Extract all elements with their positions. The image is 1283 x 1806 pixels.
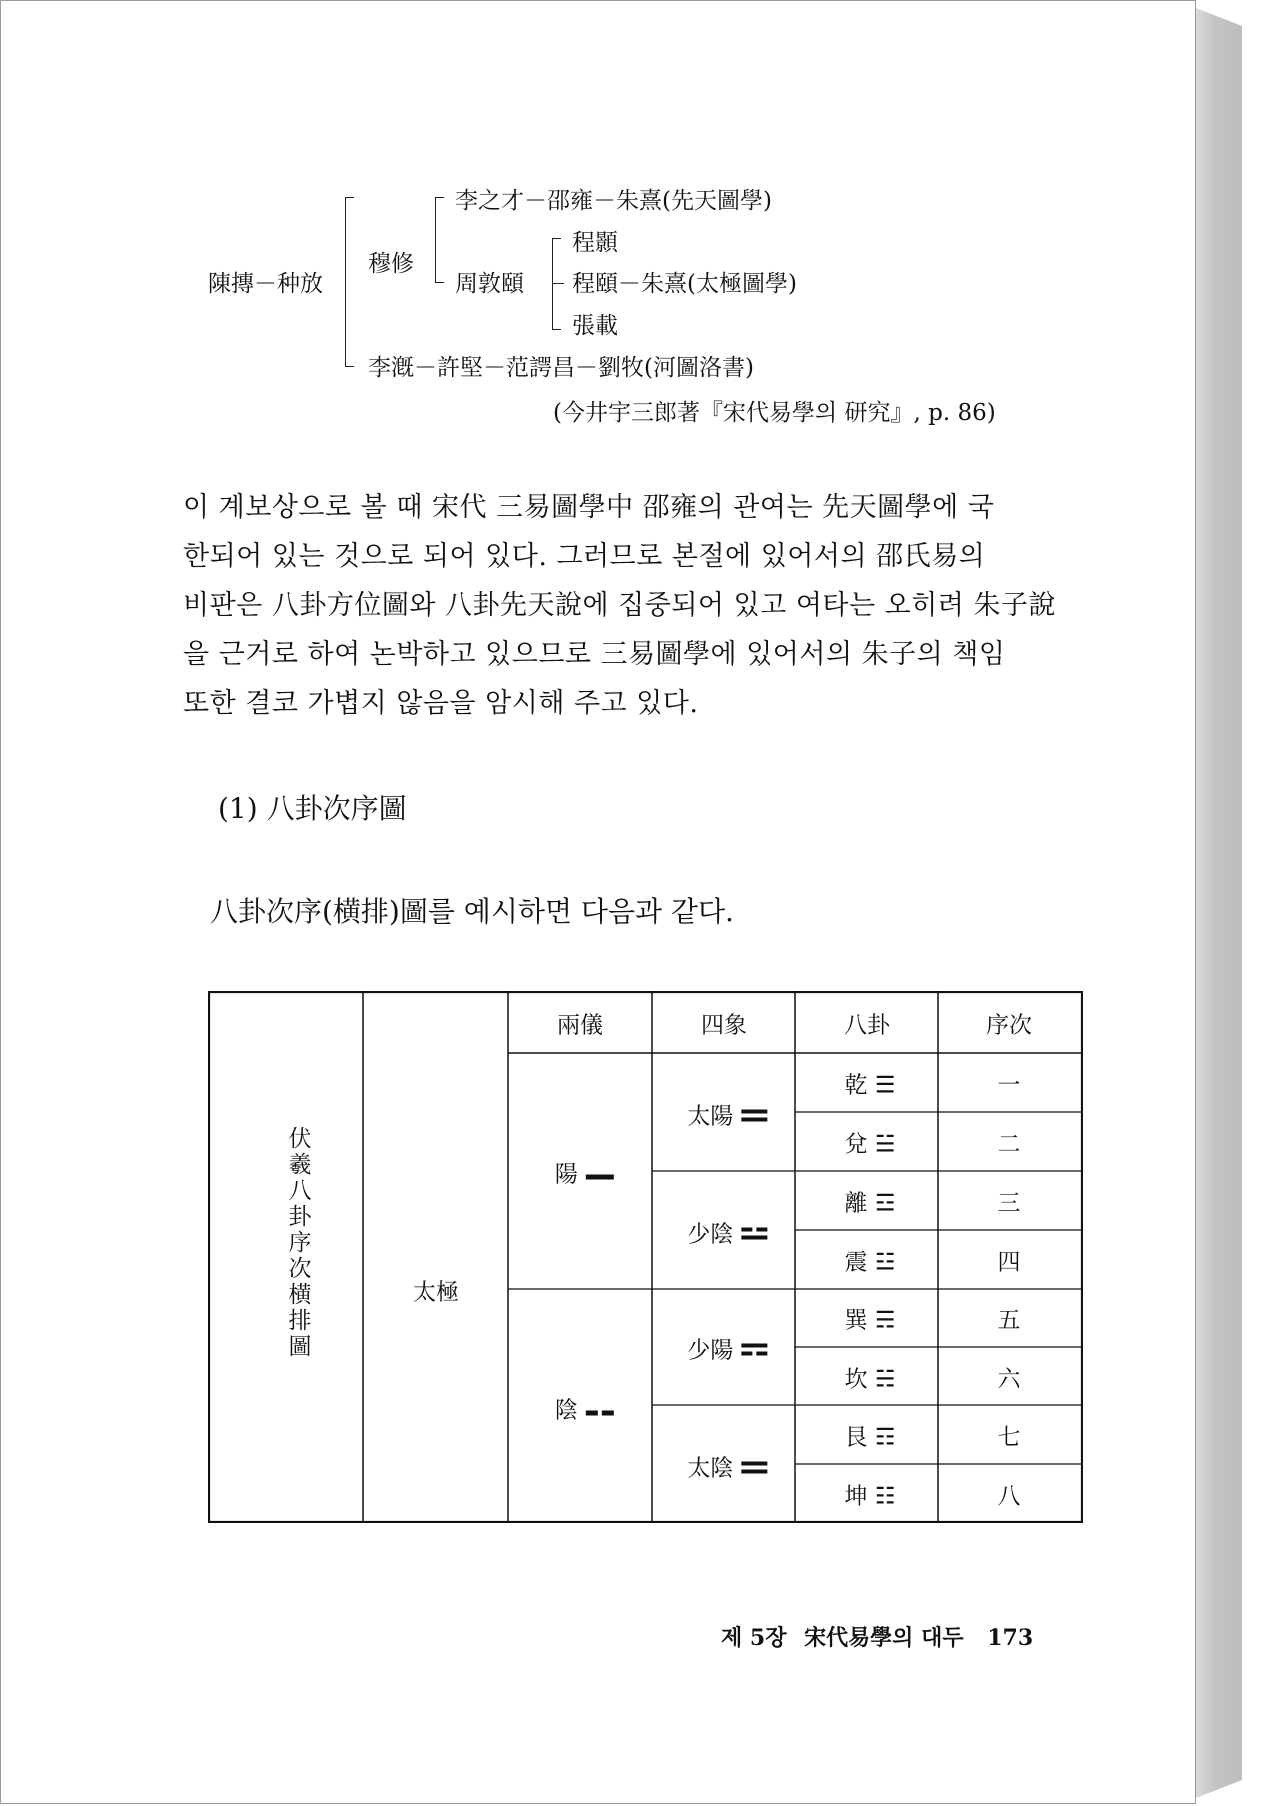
liangyi-yin-label: 陰 <box>554 1397 578 1424</box>
liangyi-yin <box>555 1392 615 1425</box>
title-char: 序 <box>288 1230 312 1256</box>
section-heading: (1) 八卦次序圖 <box>218 792 407 825</box>
bagua-li-label: 離 <box>844 1190 868 1217</box>
paragraph-line-4: 을 근거로 하여 논박하고 있으므로 三易圖學에 있어서의 朱子의 책임 <box>183 639 1006 670</box>
liangyi-yang-label: 陽 <box>554 1161 578 1188</box>
order-3: 三 <box>997 1190 1021 1217</box>
title-char: 圖 <box>288 1334 312 1360</box>
zhou-bracket <box>552 238 561 330</box>
lineage-sub3: 張載 <box>572 313 618 339</box>
footer-title: 宋代易學의 대두 <box>804 1625 964 1651</box>
title-char: 卦 <box>288 1204 312 1230</box>
lineage-muxiu: 穆修 <box>368 251 414 277</box>
trigram-kun-icon: ☷ <box>874 1483 896 1510</box>
citation: (今井宇三郎著『宋代易學의 研究』, p. 86) <box>553 400 996 426</box>
page-stack-edge <box>1196 8 1242 1798</box>
trigram-xun-icon: ☴ <box>874 1307 896 1334</box>
bagua-zhen-label: 震 <box>844 1249 868 1276</box>
order-1: 一 <box>997 1072 1021 1099</box>
bagua-dui <box>845 1126 896 1159</box>
paragraph-line-2: 한되어 있는 것으로 되어 있다. 그러므로 본절에 있어서의 邵氏易의 <box>183 541 986 572</box>
table-grid <box>208 991 1083 1523</box>
shaoyang-icon <box>741 1342 769 1358</box>
liangyi-yang <box>555 1156 615 1189</box>
sixiang-shaoyin-label: 少陰 <box>687 1221 734 1248</box>
lineage-sub1: 程顥 <box>572 230 618 256</box>
trigram-kan-icon: ☵ <box>874 1366 896 1393</box>
order-7: 七 <box>997 1424 1021 1451</box>
bagua-kan-label: 坎 <box>844 1366 868 1393</box>
title-char: 羲 <box>288 1152 312 1178</box>
bagua-qian <box>845 1067 896 1100</box>
lineage-zhou: 周敦頤 <box>455 271 524 297</box>
bagua-li <box>845 1185 896 1218</box>
lineage-root: 陳摶－种放 <box>208 271 323 297</box>
yin-line-icon <box>585 1408 615 1418</box>
bagua-qian-label: 乾 <box>844 1072 868 1099</box>
zhou-connector <box>552 283 564 284</box>
sixiang-taiyin-label: 太陰 <box>687 1455 734 1482</box>
bagua-gen-label: 艮 <box>844 1424 868 1451</box>
sixiang-taiyang-label: 太陽 <box>687 1103 734 1130</box>
bagua-gen <box>845 1419 896 1452</box>
header-sixiang: 四象 <box>701 1012 747 1039</box>
title-char: 横 <box>288 1282 312 1308</box>
table-intro: 八卦次序(横排)圖를 예시하면 다음과 같다. <box>210 895 734 928</box>
trigram-li-icon: ☲ <box>874 1190 896 1217</box>
taiyin-icon <box>741 1460 769 1476</box>
paragraph-line-5: 또한 결코 가볍지 않음을 암시해 주고 있다. <box>183 688 699 719</box>
order-4: 四 <box>997 1249 1021 1276</box>
running-footer <box>721 1621 1033 1652</box>
lineage-line3: 李漑－許堅－范諤昌－劉牧(河圖洛書) <box>368 355 754 381</box>
bagua-zhen <box>845 1244 896 1277</box>
outer-bracket <box>345 197 354 367</box>
sixiang-taiyin <box>687 1450 768 1483</box>
taiji-cell: 太極 <box>413 1279 459 1306</box>
bagua-xun <box>845 1302 896 1335</box>
footer-chapter: 제 5장 <box>721 1625 787 1651</box>
lineage-sub2: 程頤－朱熹(太極圖學) <box>572 271 797 297</box>
title-char: 排 <box>288 1308 312 1334</box>
trigram-gen-icon: ☶ <box>874 1424 896 1451</box>
bagua-dui-label: 兌 <box>844 1131 868 1158</box>
trigram-dui-icon: ☱ <box>874 1131 896 1158</box>
header-liangyi: 兩儀 <box>557 1012 603 1039</box>
order-5: 五 <box>997 1307 1021 1334</box>
title-char: 八 <box>288 1178 312 1204</box>
title-char: 次 <box>288 1256 312 1282</box>
order-6: 六 <box>997 1366 1021 1393</box>
header-order: 序次 <box>986 1012 1032 1039</box>
sixiang-shaoyang <box>687 1332 768 1365</box>
sixiang-taiyang <box>687 1098 768 1131</box>
bagua-kan <box>845 1361 896 1394</box>
trigram-zhen-icon: ☳ <box>874 1249 896 1276</box>
bagua-kun <box>845 1478 896 1511</box>
order-8: 八 <box>997 1483 1021 1510</box>
muxiu-bracket <box>435 197 444 283</box>
paragraph-line-1: 이 계보상으로 볼 때 宋代 三易圖學中 邵雍의 관여는 先天圖學에 국 <box>183 492 995 523</box>
header-bagua: 八卦 <box>844 1012 890 1039</box>
lineage-line1: 李之才－邵雍－朱熹(先天圖學) <box>455 188 772 214</box>
table-title-vertical <box>285 1126 315 1360</box>
bagua-kun-label: 坤 <box>844 1483 868 1510</box>
trigram-qian-icon: ☰ <box>874 1072 896 1099</box>
page-number: 173 <box>987 1625 1034 1651</box>
yang-line-icon <box>585 1172 615 1182</box>
title-char: 伏 <box>288 1126 312 1152</box>
order-2: 二 <box>997 1131 1021 1158</box>
paragraph-line-3: 비판은 八卦方位圖와 八卦先天說에 집중되어 있고 여타는 오히려 朱子說 <box>183 590 1056 621</box>
sixiang-shaoyin <box>687 1216 768 1249</box>
bagua-order-table <box>208 991 1083 1523</box>
taiyang-icon <box>741 1108 769 1124</box>
bagua-xun-label: 巽 <box>844 1307 868 1334</box>
sixiang-shaoyang-label: 少陽 <box>687 1337 734 1364</box>
shaoyin-icon <box>741 1226 769 1242</box>
